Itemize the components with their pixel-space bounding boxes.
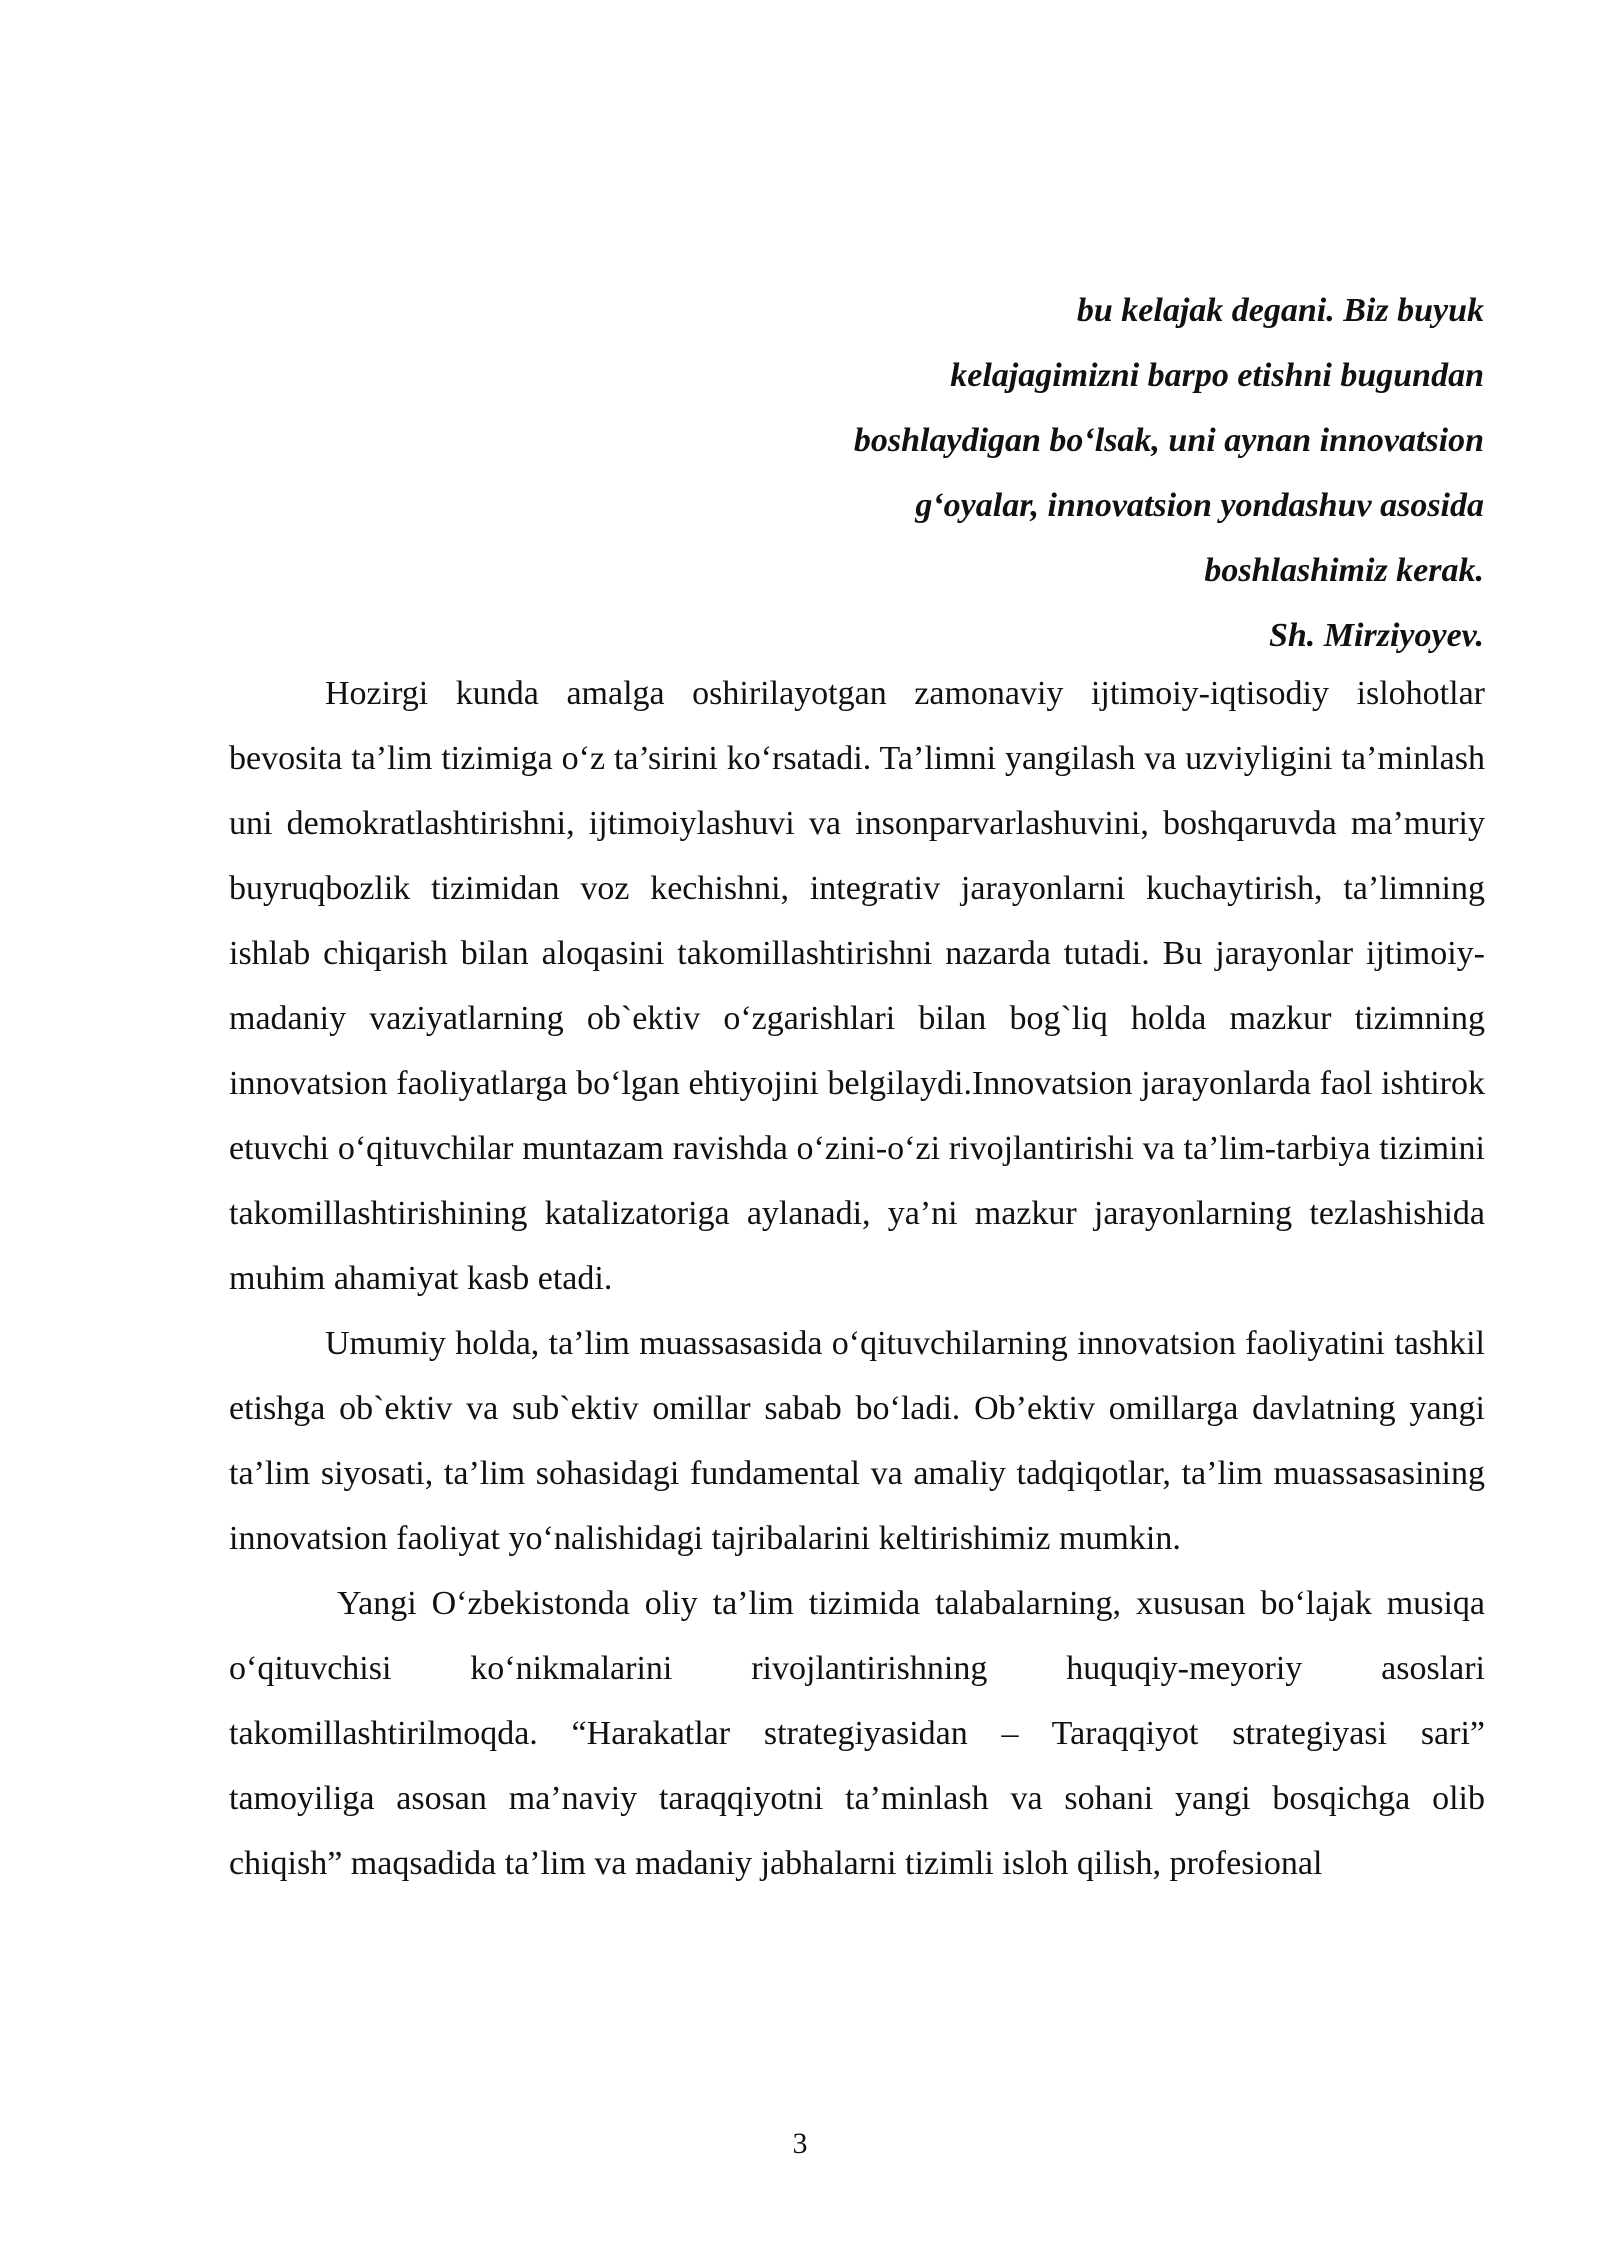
page-number: 3 (792, 2127, 808, 2160)
epigraph-line: boshlashimiz kerak. (1204, 552, 1484, 589)
body-text (229, 661, 1485, 1896)
epigraph-line: g‘oyalar, innovatsion yondashuv asosida (915, 487, 1484, 524)
paragraph: Yangi O‘zbekistonda oliy ta’lim tizimida talabalarning, xususan bo‘lajak musiqa o‘qituvchisi ko‘nikmalarini rivojlantirishning huquqiy-meyoriy asoslari takomillashtirilmoqda. “Harakatlar strategiyasidan – Taraqqiyot strategiyasi sari” tamoyiliga asosan ma’naviy taraqqiyotni ta’minlash va sohani yangi bosqichga olib chiqish” maqsadida ta’lim va madaniy jabhalarni tizimli isloh qilish, profesional (229, 1585, 1485, 1882)
epigraph-line: boshlaydigan bo‘lsak, uni aynan innovatsion (853, 422, 1484, 459)
epigraph-line: kelajagimizni barpo etishni bugundan (950, 357, 1484, 394)
paragraph: Umumiy holda, ta’lim muassasasida o‘qituvchilarning innovatsion faoliyatini tashkil etishga ob`ektiv va sub`ektiv omillar sabab bo‘ladi. Ob’ektiv omillarga davlatning yangi ta’lim siyosati, ta’lim sohasidagi fundamental va amaliy tadqiqotlar, ta’lim muassasasining innovatsion faoliyat yo‘nalishidagi tajribalarini keltirishimiz mumkin. (229, 1325, 1485, 1557)
paragraph: Hozirgi kunda amalga oshirilayotgan zamonaviy ijtimoiy-iqtisodiy islohotlar bevosita ta’lim tizimiga o‘z ta’sirini ko‘rsatadi. Ta’limni yangilash va uzviyligini ta’minlash uni demokratlashtirishni, ijtimoiylashuvi va insonparvarlashuvini, boshqaruvda ma’muriy buyruqbozlik tizimidan voz kechishni, integrativ jarayonlarni kuchaytirish, ta’limning ishlab chiqarish bilan aloqasini takomillashtirishni nazarda tutadi. Bu jarayonlar ijtimoiy-madaniy vaziyatlarning ob`ektiv o‘zgarishlari bilan bog`liq holda mazkur tizimning innovatsion faoliyatlarga bo‘lgan ehtiyojini belgilaydi.Innovatsion jarayonlarda faol ishtirok etuvchi o‘qituvchilar muntazam ravishda o‘zini-o‘zi rivojlantirishi va ta’lim-tarbiya tizimini takomillashtirishining katalizatoriga aylanadi, ya’ni mazkur jarayonlarning tezlashishida muhim ahamiyat kasb etadi. (229, 675, 1485, 1297)
epigraph-author: Sh. Mirziyoyev. (1268, 617, 1484, 654)
epigraph (584, 278, 1484, 668)
epigraph-line: bu kelajak degani. Biz buyuk (1076, 292, 1484, 329)
